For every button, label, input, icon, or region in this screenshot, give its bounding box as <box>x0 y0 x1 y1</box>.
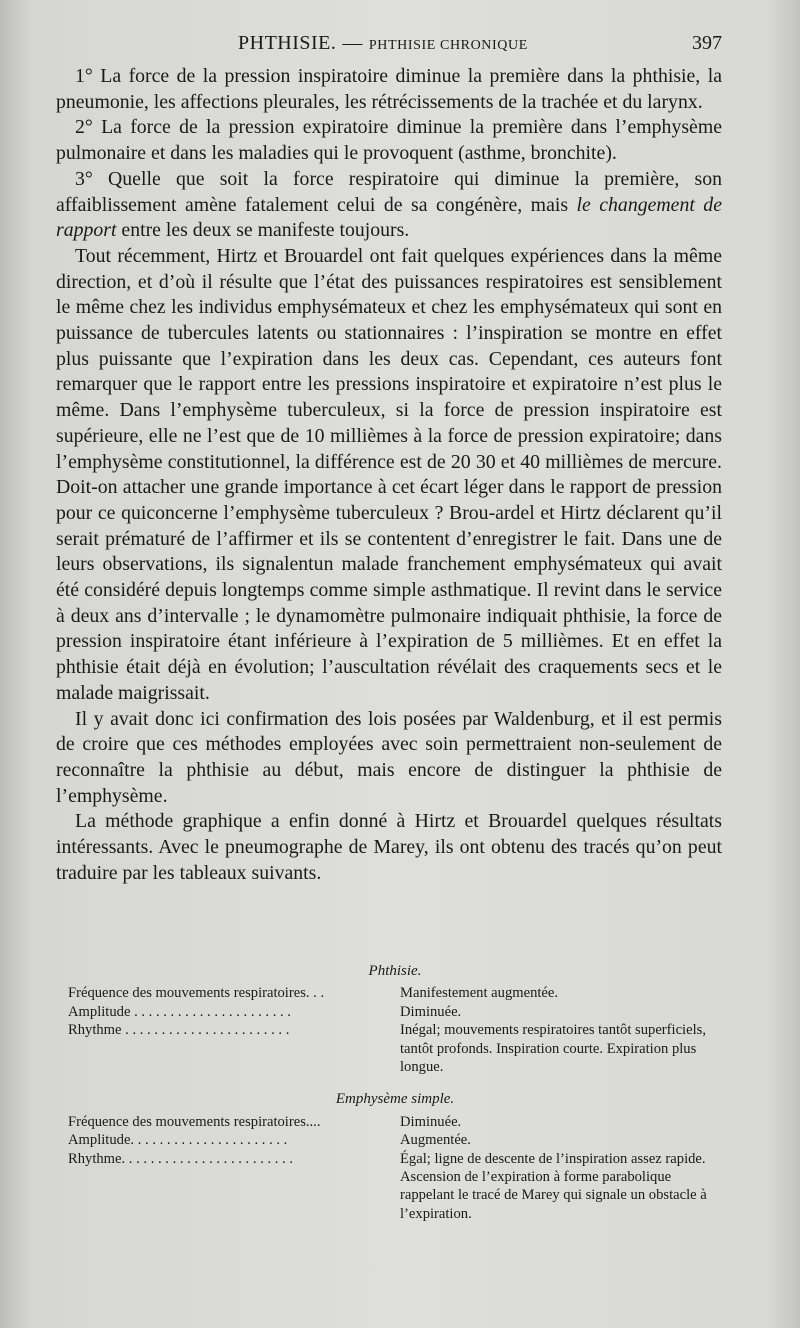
paragraph <box>56 64 722 115</box>
body-text <box>56 64 722 887</box>
tables-section <box>68 962 722 1223</box>
header-dash: — <box>342 32 363 54</box>
running-header <box>58 32 722 60</box>
table-label: Rhythme. . . . . . . . . . . . . . . . . . . . . . . . <box>68 1150 293 1167</box>
paragraph-text: 2° La force de la pression expiratoire diminue la première dans l’emphysème pulmonaire et dans les maladies qui le provoquent (asthme, bronchite). <box>56 116 722 165</box>
table-label: Rhythme . . . . . . . . . . . . . . . . . . . . . . . <box>68 1022 290 1039</box>
paragraph-text: entre les deux se manifeste toujours. <box>116 219 410 242</box>
paragraph-text: La méthode graphique a enfin donné à Hirtz et Brouardel quelques résultats intéressants. Avec le pneumographe de Marey, ils ont obtenu des tracés qu’on peut traduire par les tableaux suivants. <box>56 810 722 884</box>
table-label: Fréquence des mouvements respiratoires. . . <box>68 985 325 1002</box>
table-caption: Emphysème simple. <box>335 1091 455 1108</box>
table-caption: Phthisie. <box>368 963 422 979</box>
paragraph <box>56 167 722 244</box>
table-spacer <box>68 1076 722 1090</box>
table-value: Inégal; mouvements respiratoires tantôt superficiels, tantôt profonds. Inspiration courte. Expiration plus longue. <box>400 1022 706 1076</box>
header-title: PHTHISIE. <box>238 32 337 54</box>
table-label: Amplitude. . . . . . . . . . . . . . . . . . . . . . <box>68 1132 288 1149</box>
paragraph <box>56 115 722 166</box>
paragraph-text: 3° Quelle que soit la force respiratoire qui diminue la première, son affaiblissement amène fatalement celui de sa congénère, mais <box>56 167 722 216</box>
table-value: Manifestement augmentée. <box>400 985 559 1002</box>
page-number: 397 <box>692 32 722 54</box>
paragraph <box>56 809 722 886</box>
table-row <box>68 1150 722 1224</box>
header-subtitle: PHTHISIE CHRONIQUE <box>368 38 528 53</box>
table-value: Diminuée. <box>400 1113 462 1130</box>
table-row <box>68 1003 722 1021</box>
table-row <box>68 1021 722 1076</box>
table-row <box>68 1131 722 1149</box>
table-row <box>68 984 722 1002</box>
paragraph-text: Tout récemment, Hirtz et Brouardel ont fait quelques expériences dans la même direction, et d’où il résulte que l’état des puissances respiratoires est sensiblement le même chez les individus emphysémateux et chez les emphysémateux qui sont en puissance de tubercules latents ou stationnaires : l’inspiration se montre en effet plus puissante que l’expiration dans les deux cas. Cependant, ces auteurs font remarquer que le rapport entre les pressions inspiratoire et expiratoire n’est plus le même. Dans l’emphysème tuberculeux, si la force de pression inspiratoire est supérieure, elle ne l’est que de 10 millièmes à la force de pression expiratoire; dans l’emphysème constitutionnel, la différence est de 20 30 et 40 millièmes de mercure. Doit-on attacher une grande importance à cet écart léger dans le rapport de pression pour ce quiconcerne l’emphysème tuberculeux ? Brou-ardel et Hirtz déclarent qu’il serait prématuré de l’affirmer et ils se contentent d’enregistrer le fait. Dans une de leurs observations, ils signalentun malade franchement emphysémateux qui avait été considéré depuis longtemps comme simple asthmatique. Il revint dans le service à deux ans d’intervalle ; le dynamomètre pulmonaire indiquait phthisie, la force de pression inspiratoire étant inférieure à l’expiration de 5 millièmes. Et en effet la phthisie était déjà en évolution; l’auscultation révélait des craquements secs et le malade maigrissait. <box>56 244 722 704</box>
paragraph <box>56 244 722 707</box>
table-value: Égal; ligne de descente de l’inspiration assez rapide. Ascension de l’expiration à forme parabolique rappelant le tracé de Marey qui signale un obstacle à l’expiration. <box>400 1150 707 1222</box>
table-label: Amplitude . . . . . . . . . . . . . . . . . . . . . . <box>68 1003 291 1020</box>
table-value: Diminuée. <box>400 1003 462 1020</box>
italic-text: le changement de rapport <box>56 193 722 242</box>
paragraph <box>56 707 722 810</box>
table-row <box>68 1113 722 1131</box>
header-title-line <box>238 32 528 55</box>
paragraph-text: Il y avait donc ici confirmation des lois posées par Waldenburg, et il est permis de croire que ces méthodes employées avec soin permettraient non-seulement de reconnaître la phthisie au début, mais encore de distinguer la phthisie de l’emphysème. <box>56 707 722 807</box>
table-label: Fréquence des mouvements respiratoires.... <box>68 1113 321 1130</box>
paragraph-text: 1° La force de la pression inspiratoire diminue la première dans la phthisie, la pneumonie, les affections pleurales, les rétrécissements de la trachée et du larynx. <box>56 65 722 113</box>
table-value: Augmentée. <box>400 1132 471 1149</box>
